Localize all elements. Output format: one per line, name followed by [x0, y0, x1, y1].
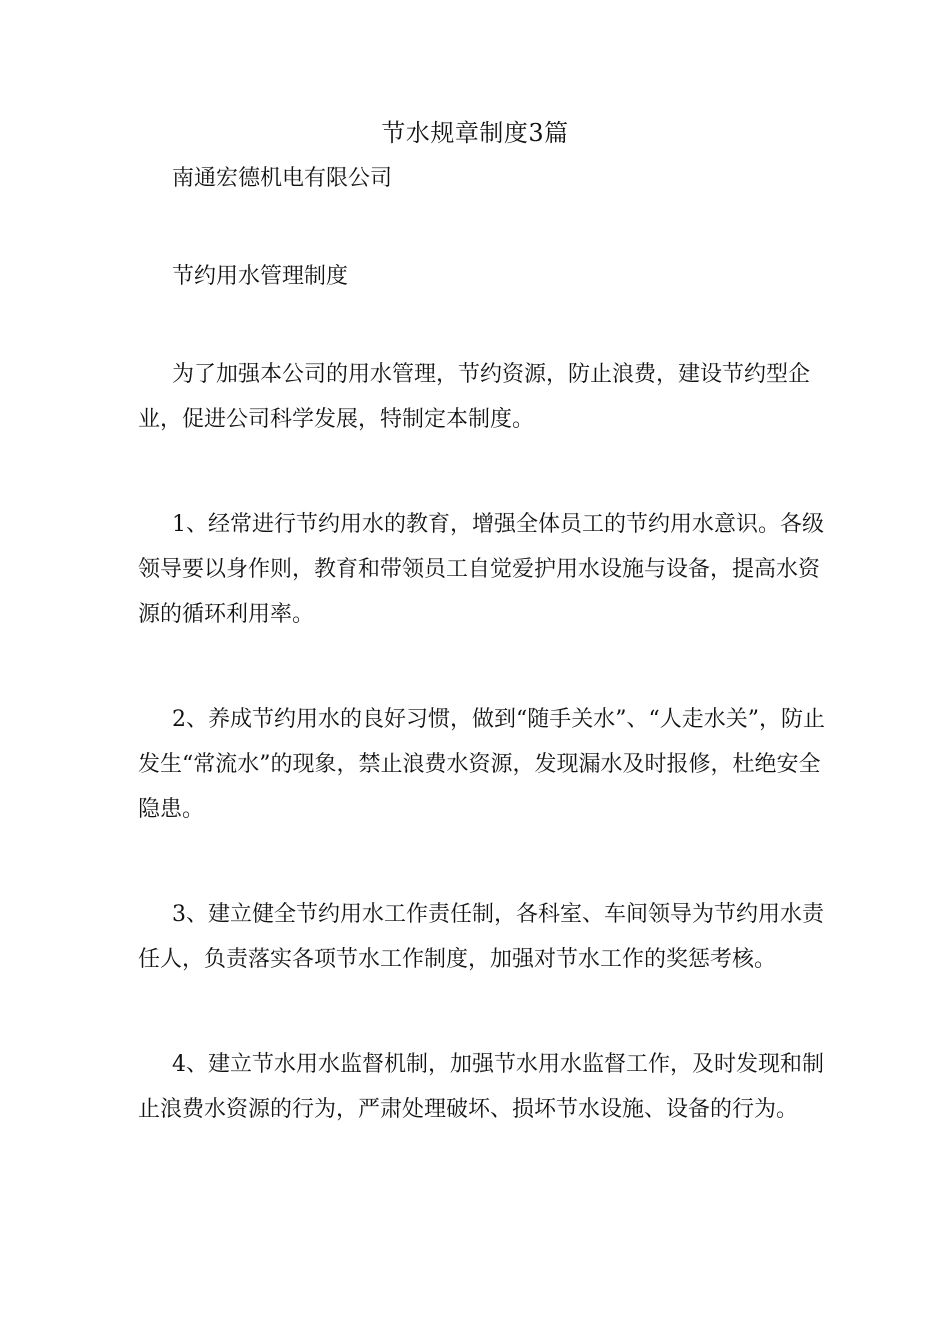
paragraph-item-4: 4、建立节水用水监督机制，加强节水用水监督工作，及时发现和制止浪费水资源的行为，严肃处理破坏、损坏节水设施、设备的行为。: [138, 1052, 824, 1122]
document-title: 节水规章制度3篇: [381, 119, 569, 147]
paragraph-item-1: 1、经常进行节约用水的教育，增强全体员工的节约用水意识。各级领导要以身作则，教育和带领员工自觉爱护用水设施与设备，提高水资源的循环利用率。: [138, 512, 824, 627]
paragraph-item-3: 3、建立健全节约用水工作责任制，各科室、车间领导为节约用水责任人，负责落实各项节水工作制度，加强对节水工作的奖惩考核。: [138, 902, 824, 972]
company-name: 南通宏德机电有限公司: [172, 166, 393, 191]
section-heading: 节约用水管理制度: [172, 264, 349, 289]
paragraph-intro: 为了加强本公司的用水管理，节约资源，防止浪费，建设节约型企业，促进公司科学发展，特制定本制度。: [138, 362, 811, 432]
paragraph-item-2: 2、养成节约用水的良好习惯，做到“随手关水”、“人走水关”，防止发生“常流水”的现象，禁止浪费水资源，发现漏水及时报修，杜绝安全隐患。: [138, 707, 825, 822]
